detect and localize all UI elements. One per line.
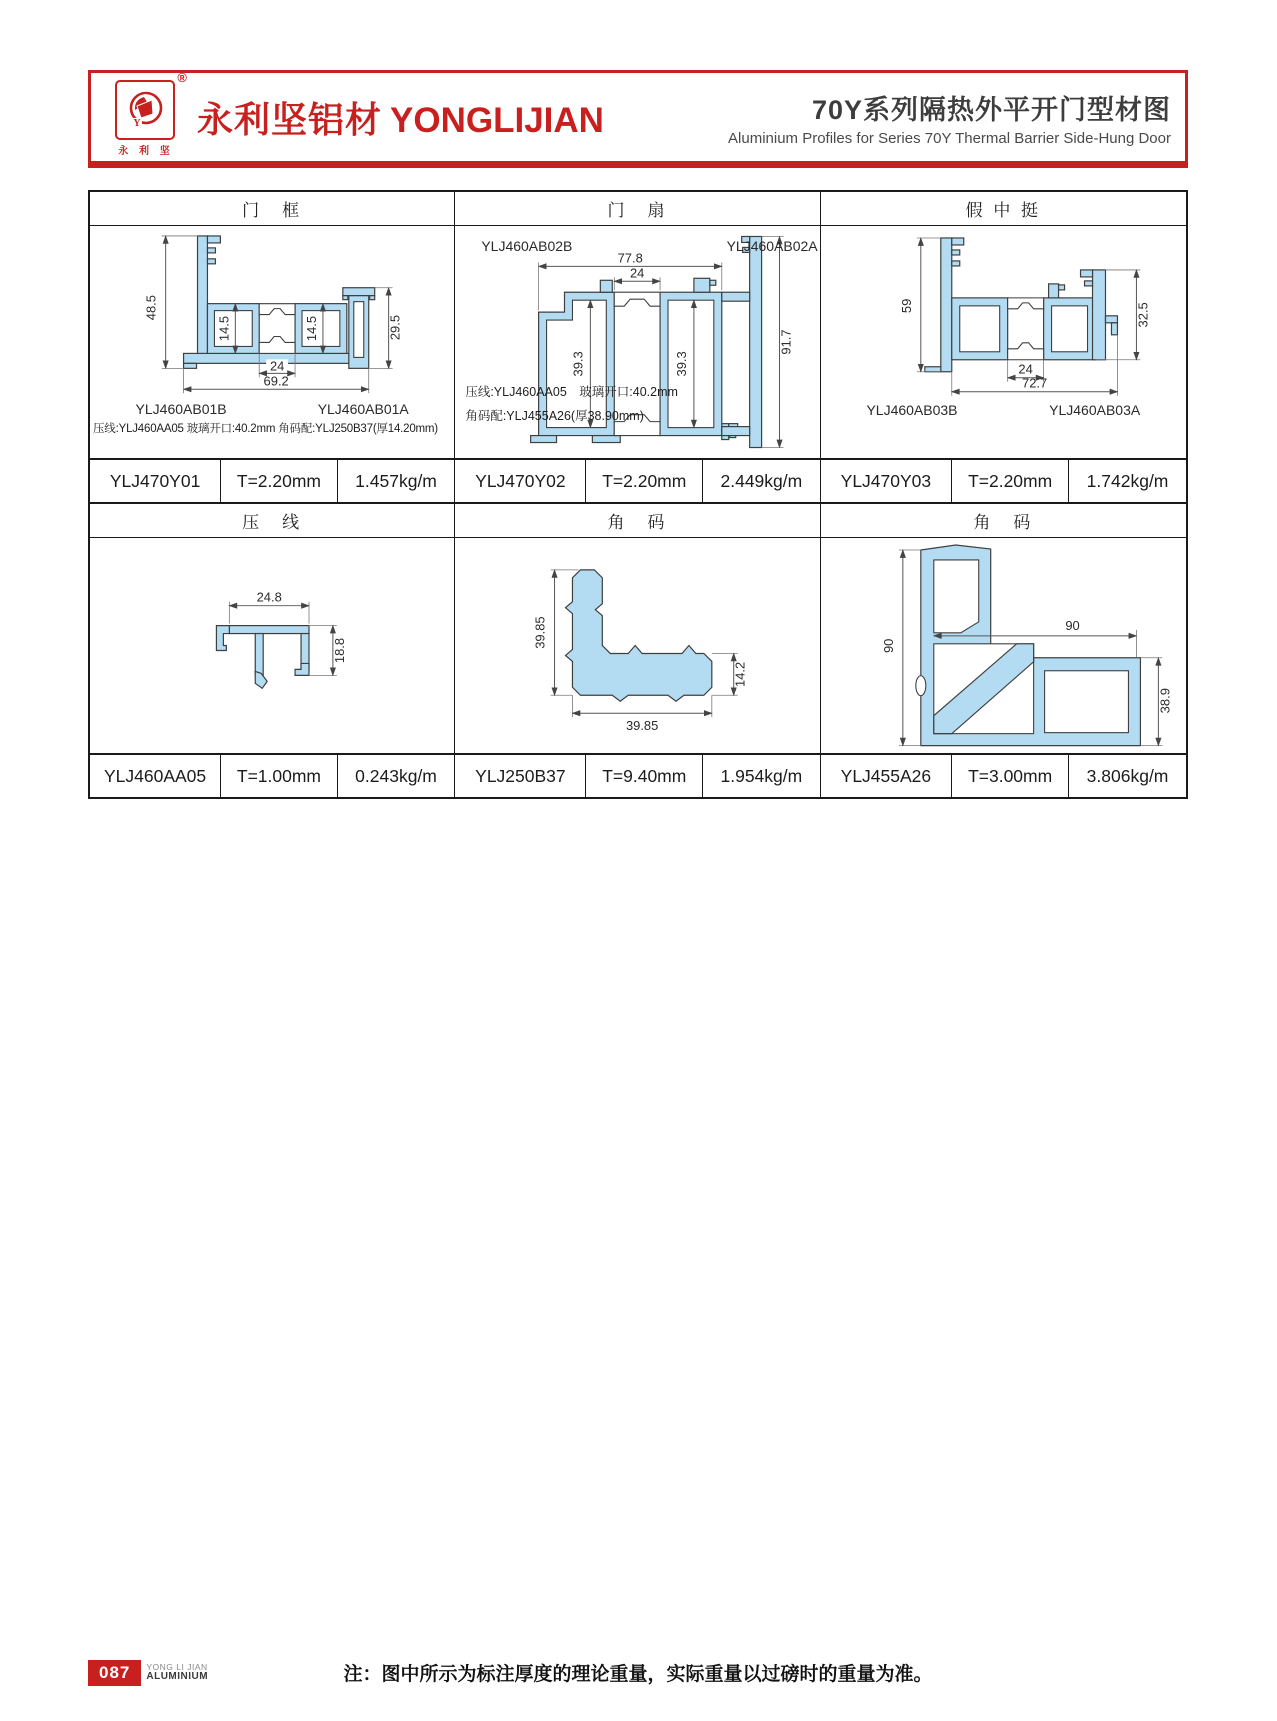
mullion-diagram-cell	[821, 226, 1186, 458]
footer	[88, 1655, 1188, 1691]
thickness: T=2.20mm	[952, 460, 1069, 502]
corner-key-small-cell	[455, 538, 820, 753]
leaf-note: 角码配:YLJ455A26(厚38.90mm)	[465, 409, 644, 423]
profile-table	[88, 190, 1188, 799]
dim-label: 32.5	[1135, 302, 1151, 328]
swan-logo-icon	[123, 88, 167, 132]
dim-label: 39.3	[674, 351, 690, 377]
corner-key-large-drawing	[821, 538, 1186, 753]
part-label: YLJ460AB03A	[1049, 401, 1141, 418]
dim-label: 91.7	[778, 329, 794, 355]
frame-spec	[90, 460, 455, 502]
weight: 2.449kg/m	[720, 470, 803, 491]
corner-key-large-cell	[821, 538, 1186, 753]
weight: 1.457kg/m	[355, 470, 437, 491]
bead-diagram-cell	[90, 538, 455, 753]
dim-label: 48.5	[143, 295, 159, 321]
weight: 3.806kg/m	[1086, 765, 1169, 786]
dim-label: 38.9	[1157, 688, 1173, 714]
page-titles	[728, 88, 1171, 147]
thickness: T=9.40mm	[586, 755, 703, 797]
dim-label: 29.5	[387, 314, 403, 341]
dim-label: 24	[269, 358, 285, 374]
leaf-diagram-cell	[455, 226, 820, 458]
thickness: T=1.00mm	[221, 755, 338, 797]
frame-diagram-cell	[90, 226, 455, 458]
weight: 1.742kg/m	[1086, 470, 1169, 491]
weight: 0.243kg/m	[355, 765, 437, 786]
thickness: T=3.00mm	[952, 755, 1069, 797]
mullion-part-labels	[821, 402, 1186, 418]
spec-row-1	[90, 458, 1186, 504]
footer-brand	[146, 1663, 208, 1682]
model-number: YLJ460AA05	[90, 755, 221, 797]
logo-characters: 永 利 坚	[118, 146, 174, 157]
model-number: YLJ455A26	[821, 755, 953, 797]
frame-part-labels	[90, 401, 454, 417]
dim-label: 72.7	[1021, 375, 1047, 391]
part-label: YLJ460AB01A	[317, 401, 409, 418]
header-door-frame: 门 框	[90, 192, 455, 225]
dim-label: 90	[880, 638, 896, 654]
header-false-mullion: 假 中 挺	[965, 201, 1042, 220]
page-title: 70Y系列隔热外平开门型材图	[811, 94, 1171, 125]
page-number-badge: 087	[88, 1660, 141, 1686]
dim-label: 24	[1018, 361, 1033, 377]
logo-box	[115, 80, 175, 140]
thickness: T=2.20mm	[586, 460, 703, 502]
dim-label: 18.8	[331, 637, 347, 664]
bead-profile-drawing	[90, 538, 454, 752]
brand-name	[197, 92, 604, 143]
frame-profile-drawing	[90, 226, 454, 399]
page-subtitle: Aluminium Profiles for Series 70Y Thermal Barrier Side-Hung Door	[728, 129, 1171, 147]
dim-label: 14.5	[303, 315, 319, 342]
brand-name-en: YONGLIJIAN	[390, 100, 604, 140]
mullion-profile-drawing	[821, 226, 1186, 400]
header-corner-key-2: 角 码	[973, 513, 1034, 532]
section-header-row-1	[90, 192, 1186, 226]
dim-label: 24	[630, 265, 645, 281]
dim-label: 77.8	[617, 250, 644, 266]
header-glazing-bead: 压 线	[90, 504, 455, 537]
company-logo	[111, 70, 187, 160]
dim-label: 14.5	[216, 315, 232, 342]
svg-text:Y: Y	[133, 118, 141, 129]
part-label: YLJ460AB01B	[135, 401, 227, 418]
corner2-spec	[821, 755, 1186, 797]
footer-brand-line1: YONG LI JIAN	[146, 1662, 208, 1673]
model-number: YLJ470Y01	[90, 460, 221, 502]
dim-label: 39.3	[570, 351, 586, 377]
spec-row-2	[90, 753, 1186, 797]
part-label: YLJ460AB02B	[481, 238, 573, 254]
model-number: YLJ470Y03	[821, 460, 953, 502]
dim-label: 24.8	[256, 589, 282, 605]
dim-label: 69.2	[263, 373, 289, 389]
header-door-leaf: 门 扇	[455, 192, 820, 225]
model-number: YLJ250B37	[455, 755, 586, 797]
part-label: YLJ460AB03B	[866, 401, 958, 418]
section-header-row-2	[90, 504, 1186, 538]
corner1-spec	[455, 755, 820, 797]
leaf-spec	[455, 460, 820, 502]
diagram-row-1	[90, 226, 1186, 458]
footer-brand-line2: ALUMINIUM	[146, 1671, 209, 1683]
header-corner-key-1: 角 码	[455, 504, 820, 537]
diagram-row-2	[90, 538, 1186, 753]
dim-label: 59	[898, 298, 914, 314]
model-number: YLJ470Y02	[455, 460, 586, 502]
frame-note: 压线:YLJ460AA05 玻璃开口:40.2mm 角码配:YLJ250B37(厚14.20mm)	[93, 423, 438, 436]
header	[88, 70, 1188, 168]
weight: 1.954kg/m	[720, 765, 803, 786]
part-label: YLJ460AB02A	[726, 238, 818, 254]
corner-key-small-drawing	[455, 538, 819, 752]
dim-label: 39.85	[626, 718, 659, 734]
thickness: T=2.20mm	[221, 460, 338, 502]
brand-name-cn: 永利坚铝材	[197, 98, 383, 140]
registered-mark: ®	[177, 70, 187, 85]
dim-label: 90	[1064, 617, 1080, 633]
bead-spec	[90, 755, 455, 797]
mullion-spec	[821, 460, 1186, 502]
leaf-note: 压线:YLJ460AA05 玻璃开口:40.2mm	[465, 385, 678, 399]
dim-label: 39.85	[532, 616, 548, 649]
dim-label: 14.2	[732, 661, 748, 687]
footer-note: 注：图中所示为标注厚度的理论重量，实际重量以过磅时的重量为准。	[343, 1664, 933, 1685]
